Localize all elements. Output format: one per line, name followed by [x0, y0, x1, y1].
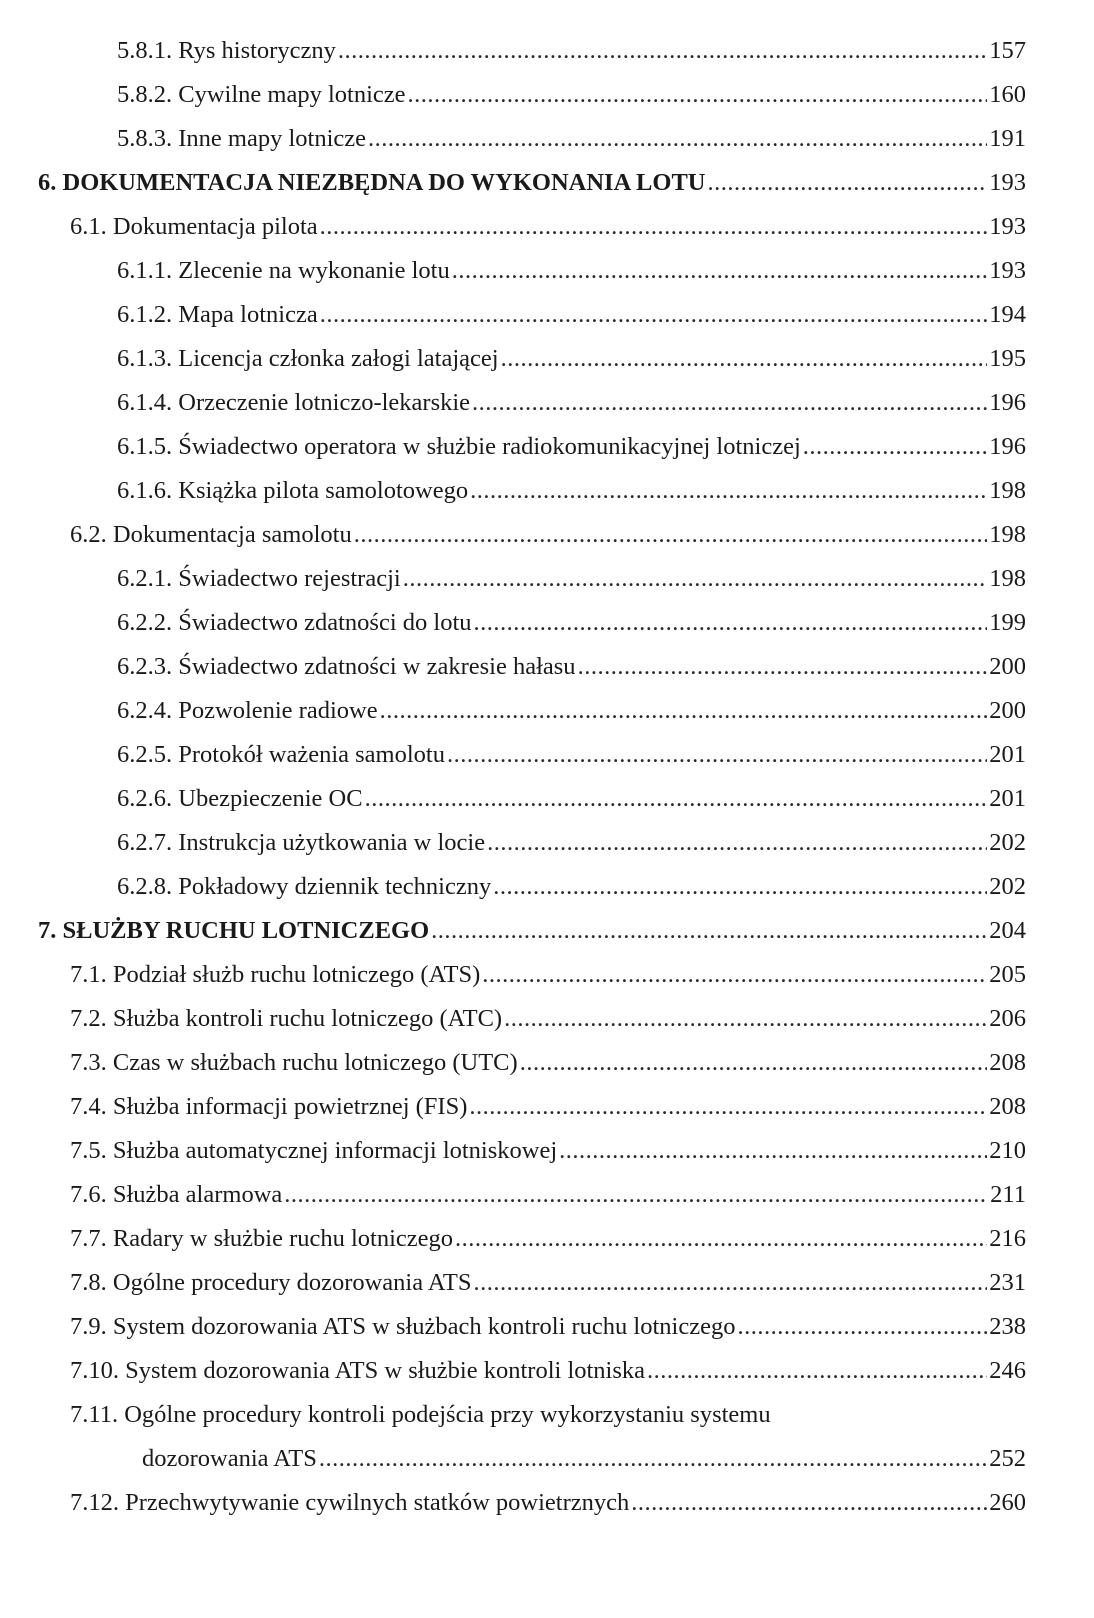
- toc-chapter-7: [38, 916, 1026, 946]
- toc-entry-7-5: [70, 1136, 1026, 1166]
- toc-entry-6-2: [70, 520, 1026, 550]
- dot-leader: [431, 916, 987, 946]
- dot-leader: [472, 388, 987, 418]
- toc-entry-7-7: [70, 1224, 1026, 1254]
- toc-entry-label-continuation: dozorowania ATS: [142, 1445, 317, 1472]
- toc-entry-label: 6.2. Dokumentacja samolotu: [70, 521, 352, 548]
- toc-entry-7-10: [70, 1356, 1026, 1386]
- toc-entry-7-3: [70, 1048, 1026, 1078]
- dot-leader: [447, 740, 987, 770]
- dot-leader: [501, 344, 988, 374]
- toc-chapter-label: 7. SŁUŻBY RUCHU LOTNICZEGO: [38, 917, 430, 944]
- toc-entry-7-11-continuation: [142, 1444, 1026, 1474]
- toc-page-number: 198: [989, 521, 1026, 548]
- toc-entry-label: 6.2.4. Pozwolenie radiowe: [117, 697, 378, 724]
- toc-entry-label: 6.2.3. Świadectwo zdatności w zakresie hałasu: [117, 653, 576, 680]
- toc-page-number: 246: [989, 1357, 1026, 1384]
- dot-leader: [707, 168, 987, 198]
- toc-entry-label: 6.1.5. Świadectwo operatora w służbie radiokomunikacyjnej lotniczej: [117, 433, 801, 460]
- toc-entry-7-12: [70, 1488, 1026, 1518]
- dot-leader: [469, 1092, 987, 1122]
- toc-chapter-6: [38, 168, 1026, 198]
- toc-entry-label: 6.2.2. Świadectwo zdatności do lotu: [117, 609, 472, 636]
- toc-entry-6-1-3: [117, 344, 1026, 374]
- dot-leader: [737, 1312, 987, 1342]
- toc-entry-label: 7.9. System dozorowania ATS w służbach kontroli ruchu lotniczego: [70, 1313, 736, 1340]
- toc-page-number: 201: [989, 785, 1026, 812]
- toc-entry-label: 6.1.2. Mapa lotnicza: [117, 301, 318, 328]
- toc-chapter-label: 6. DOKUMENTACJA NIEZBĘDNA DO WYKONANIA LOTU: [38, 169, 706, 196]
- toc-entry-5-8-1: [117, 36, 1026, 66]
- toc-entry-label: 6.2.7. Instrukcja użytkowania w locie: [117, 829, 486, 856]
- dot-leader: [380, 696, 988, 726]
- toc-entry-label: 6.1.6. Książka pilota samolotowego: [117, 477, 469, 504]
- toc-page-number: 202: [989, 829, 1026, 856]
- dot-leader: [578, 652, 988, 682]
- toc-page-number: 205: [989, 961, 1026, 988]
- toc-page-number: 195: [989, 345, 1026, 372]
- toc-entry-5-8-2: [117, 80, 1026, 110]
- toc-entry-6-1-1: [117, 256, 1026, 286]
- toc-entry-label: 5.8.2. Cywilne mapy lotnicze: [117, 81, 406, 108]
- toc-page-number: 208: [989, 1049, 1026, 1076]
- toc-entry-7-4: [70, 1092, 1026, 1122]
- dot-leader: [803, 432, 987, 462]
- dot-leader: [493, 872, 987, 902]
- dot-leader: [403, 564, 988, 594]
- dot-leader: [504, 1004, 987, 1034]
- toc-entry-6-2-1: [117, 564, 1026, 594]
- dot-leader: [320, 300, 988, 330]
- toc-entry-label: 6.1.3. Licencja członka załogi latającej: [117, 345, 499, 372]
- toc-page-number: 193: [989, 169, 1026, 196]
- toc-page-number: 204: [989, 917, 1026, 944]
- toc-page-number: 231: [989, 1269, 1026, 1296]
- toc-entry-7-8: [70, 1268, 1026, 1298]
- toc-entry-label: 6.1.4. Orzeczenie lotniczo-lekarskie: [117, 389, 471, 416]
- toc-page-number: 238: [989, 1313, 1026, 1340]
- dot-leader: [284, 1180, 988, 1210]
- toc-entry-6-2-3: [117, 652, 1026, 682]
- dot-leader: [338, 36, 987, 66]
- dot-leader: [365, 784, 988, 814]
- toc-entry-label: 7.3. Czas w służbach ruchu lotniczego (UTC): [70, 1049, 518, 1076]
- toc-entry-6-1-5: [117, 432, 1026, 462]
- dot-leader: [487, 828, 987, 858]
- toc-page-number: 206: [989, 1005, 1026, 1032]
- toc-entry-label: 7.10. System dozorowania ATS w służbie kontroli lotniska: [70, 1357, 646, 1384]
- dot-leader: [452, 256, 988, 286]
- dot-leader: [319, 1444, 987, 1474]
- dot-leader: [320, 212, 988, 242]
- toc-entry-6-1-4: [117, 388, 1026, 418]
- toc-entry-7-6: [70, 1180, 1026, 1210]
- toc-page-number: 196: [989, 433, 1026, 460]
- dot-leader: [474, 608, 988, 638]
- toc-page-number: 200: [989, 653, 1026, 680]
- toc-entry-label: 7.1. Podział służb ruchu lotniczego (ATS): [70, 961, 481, 988]
- toc-page-number: 191: [989, 125, 1026, 152]
- toc-page-number: 202: [989, 873, 1026, 900]
- toc-page-number: 198: [989, 565, 1026, 592]
- toc-page-number: 201: [989, 741, 1026, 768]
- dot-leader: [470, 476, 987, 506]
- toc-entry-label: 5.8.3. Inne mapy lotnicze: [117, 125, 367, 152]
- toc-entry-6-1-6: [117, 476, 1026, 506]
- toc-entry-6-2-5: [117, 740, 1026, 770]
- toc-entry-label: 5.8.1. Rys historyczny: [117, 37, 336, 64]
- toc-page-number: 193: [989, 213, 1026, 240]
- toc-entry-label: 6.2.1. Świadectwo rejestracji: [117, 565, 401, 592]
- dot-leader: [631, 1488, 987, 1518]
- toc-page-number: 157: [989, 37, 1026, 64]
- dot-leader: [559, 1136, 987, 1166]
- toc-page-number: 198: [989, 477, 1026, 504]
- toc-entry-6-2-2: [117, 608, 1026, 638]
- toc-entry-label: 7.6. Służba alarmowa: [70, 1181, 283, 1208]
- toc-entry-6-2-7: [117, 828, 1026, 858]
- toc-page-number: 216: [989, 1225, 1026, 1252]
- toc-entry-7-2: [70, 1004, 1026, 1034]
- toc-entry-label: 6.1. Dokumentacja pilota: [70, 213, 318, 240]
- toc-entry-7-9: [70, 1312, 1026, 1342]
- dot-leader: [473, 1268, 987, 1298]
- toc-page-number: 193: [989, 257, 1026, 284]
- toc-entry-5-8-3: [117, 124, 1026, 154]
- toc-entry-label: 7.5. Służba automatycznej informacji lotniskowej: [70, 1137, 558, 1164]
- toc-entry-6-2-8: [117, 872, 1026, 902]
- toc-entry-label: 6.1.1. Zlecenie na wykonanie lotu: [117, 257, 450, 284]
- toc-entry-6-1-2: [117, 300, 1026, 330]
- toc-page-number: 260: [989, 1489, 1026, 1516]
- toc-entry-label: 6.2.5. Protokół ważenia samolotu: [117, 741, 445, 768]
- dot-leader: [520, 1048, 988, 1078]
- toc-page-number: 210: [989, 1137, 1026, 1164]
- toc-page-number: 252: [989, 1445, 1026, 1472]
- dot-leader: [647, 1356, 987, 1386]
- toc-page-number: 194: [989, 301, 1026, 328]
- toc-entry-7-1: [70, 960, 1026, 990]
- toc-entry-6-1: [70, 212, 1026, 242]
- toc-entry-label: 7.7. Radary w służbie ruchu lotniczego: [70, 1225, 454, 1252]
- toc-page-number: 160: [989, 81, 1026, 108]
- toc-entry-label: 6.2.8. Pokładowy dziennik techniczny: [117, 873, 492, 900]
- toc-entry-7-11-first-line: [70, 1400, 771, 1430]
- toc-entry-label: 7.2. Służba kontroli ruchu lotniczego (ATC): [70, 1005, 503, 1032]
- toc-entry-label: 7.11. Ogólne procedury kontroli podejścia przy wykorzystaniu systemu: [70, 1401, 771, 1428]
- toc-entry-6-2-6: [117, 784, 1026, 814]
- toc-page-number: 208: [989, 1093, 1026, 1120]
- toc-entry-label: 7.4. Służba informacji powietrznej (FIS): [70, 1093, 468, 1120]
- toc-page-number: 199: [989, 609, 1026, 636]
- toc-entry-label: 6.2.6. Ubezpieczenie OC: [117, 785, 363, 812]
- dot-leader: [482, 960, 987, 990]
- dot-leader: [354, 520, 988, 550]
- toc-entry-6-2-4: [117, 696, 1026, 726]
- dot-leader: [455, 1224, 987, 1254]
- toc-page-number: 196: [989, 389, 1026, 416]
- toc-page-number: 211: [990, 1181, 1026, 1208]
- toc-entry-label: 7.8. Ogólne procedury dozorowania ATS: [70, 1269, 472, 1296]
- toc-entry-label: 7.12. Przechwytywanie cywilnych statków powietrznych: [70, 1489, 630, 1516]
- dot-leader: [408, 80, 988, 110]
- toc-page-number: 200: [989, 697, 1026, 724]
- dot-leader: [368, 124, 987, 154]
